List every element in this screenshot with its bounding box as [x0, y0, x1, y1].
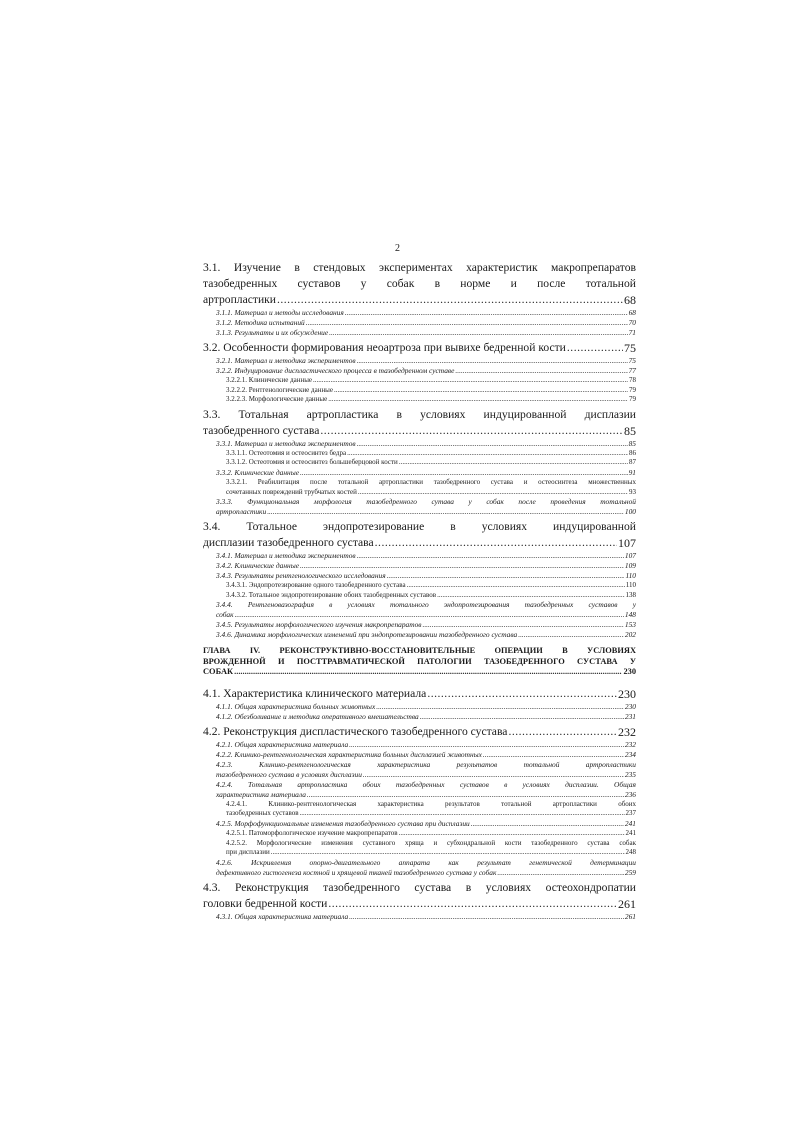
toc-page-number: 148 [624, 610, 636, 620]
dot-leader [422, 620, 623, 630]
toc-page-number: 68 [624, 293, 636, 307]
dot-leader [375, 535, 617, 551]
toc-entry [203, 581, 636, 591]
toc-entry [203, 858, 636, 878]
toc-entry-line: 4.3. Реконструкция тазобедренного сустава в условиях остеохондропатии [203, 880, 636, 894]
dot-leader [349, 912, 624, 922]
toc-page-number: 107 [624, 551, 636, 561]
toc-entry [203, 620, 636, 630]
toc-entry [203, 571, 636, 581]
toc-entry [203, 308, 636, 318]
toc-page-number: 77 [628, 366, 636, 375]
toc-entry [203, 600, 636, 620]
toc-entry-title: тазобедренных суставов [226, 809, 299, 818]
toc-entry-title: 3.2.2.3. Морфологические данные [226, 395, 328, 404]
toc-entry-line: ВРОЖДЕННОЙ И ПОСТТРАВМАТИЧЕСКОЙ ПАТОЛОГИИ ТАЗОБЕДРЕННОГО СУСТАВА У [203, 656, 636, 666]
dot-leader [497, 868, 624, 878]
toc-entry-title: 4.1.2. Обезболивание и методика оперативного вмешательства [216, 711, 419, 721]
toc-page-number: 234 [624, 749, 636, 759]
toc-entry-title: дефективного гистогенеза костной и хрящевой тканей тазобедренного сустава у собак [216, 867, 497, 877]
dot-leader [471, 819, 624, 829]
toc-entry [203, 760, 636, 780]
toc-page-number: 230 [623, 667, 636, 677]
dot-leader [328, 395, 628, 405]
toc-entry [203, 646, 636, 678]
toc-entry-title: 3.4.3. Результаты рентгенологического исследования [216, 571, 386, 581]
toc-entry-line: 3.3.2.1. Реабилитация после тотальной артропластики тазобедренного сустава и остеосинтеза множественных [226, 477, 636, 486]
toc-entry-title: 3.4.3.1. Эндопротезирование одного тазобедренного сустава [226, 581, 406, 590]
toc-entry [203, 260, 636, 308]
toc-entry [203, 340, 636, 356]
dot-leader [407, 581, 625, 591]
toc-entry [203, 750, 636, 760]
toc-page-number: 138 [625, 590, 636, 599]
dot-leader [357, 356, 628, 366]
toc-entry-title: 3.4.2. Клинические данные [216, 561, 299, 571]
toc-entry [203, 839, 636, 858]
toc-entry [203, 724, 636, 740]
toc-entry [203, 712, 636, 722]
toc-page-number: 235 [624, 769, 636, 779]
toc-page-number: 232 [624, 739, 636, 749]
toc-entry-title: 3.3.2. Клинические данные [216, 467, 299, 477]
dot-leader [345, 308, 628, 318]
toc-entry [203, 407, 636, 439]
toc-entry-title: 4.1. Характеристика клинического материала [203, 686, 427, 700]
toc-entry-title: 3.3.1.1. Остеотомия и остеосинтез бедра [226, 448, 347, 457]
toc-entry-line: 3.4. Тотальное эндопротезирование в условиях индуцированной [203, 520, 636, 534]
dot-leader [267, 507, 624, 517]
dot-leader [271, 848, 625, 858]
dot-leader [300, 809, 625, 819]
toc-entry [203, 468, 636, 478]
toc-entry-title: головки бедренной кости [203, 896, 328, 910]
toc-entry-line: 3.3. Тотальная артропластика в условиях индуцированной дисплазии [203, 407, 636, 421]
page-number: 2 [395, 243, 400, 254]
toc-entry [203, 800, 636, 819]
dot-leader [307, 790, 624, 800]
toc-entry [203, 561, 636, 571]
toc-page-number: 261 [624, 911, 636, 921]
toc-page-number: 91 [628, 467, 636, 477]
toc-entry [203, 386, 636, 396]
toc-page-number: 100 [624, 507, 636, 517]
toc-page-number: 110 [625, 571, 636, 581]
toc-page-number: 71 [628, 328, 636, 337]
dot-leader [235, 610, 624, 620]
toc-entry [203, 740, 636, 750]
toc-entry [203, 829, 636, 839]
toc-entry-line: 4.2.4. Тотальная артропластика обоих тазобедренных суставов в условиях дисплазии. Общая [216, 779, 636, 789]
toc-page-number: 68 [628, 308, 636, 317]
dot-leader [363, 770, 624, 780]
dot-leader [357, 551, 624, 561]
toc-page-number: 110 [625, 581, 636, 590]
toc-entry-title: 3.2.2.2. Рентгенологические данные [226, 385, 333, 394]
toc-entry [203, 376, 636, 386]
dot-leader [376, 702, 624, 712]
toc-entry-title: 4.2.2. Клинико-рентгенологическая характеристика больных дисплазией животных [216, 749, 482, 759]
toc-entry-title: артропластики [216, 507, 267, 517]
toc-page-number: 78 [629, 376, 636, 384]
toc-entry-title: 3.4.6. Динамика морфологических изменений при эндопротезировании тазобедренного сустава [216, 630, 518, 640]
toc-entry-title: 4.1.1. Общая характеристика больных животных [216, 701, 376, 711]
toc-entry-title: собак [216, 610, 234, 620]
toc-entry [203, 458, 636, 468]
dot-leader [399, 829, 625, 839]
toc-entry [203, 702, 636, 712]
toc-entry-title: 4.2. Реконструкция диспластического тазобедренного сустава [203, 724, 508, 738]
toc-page-number: 70 [628, 318, 636, 327]
toc-entry [203, 439, 636, 449]
toc-page-number: 75 [628, 356, 636, 365]
toc-entry [203, 686, 636, 702]
toc-entry-title: сочетанных повреждений трубчатых костей [226, 487, 357, 496]
toc-entry [203, 912, 636, 922]
toc-entry [203, 497, 636, 517]
toc-entry-line: 4.2.5.2. Морфологические изменения суставного хряща и субхондральной кости тазобедренного сустава собак [226, 838, 636, 847]
toc-entry-title: СОБАК [203, 667, 234, 677]
toc-page-number: 241 [625, 829, 636, 838]
toc-page-number: 93 [629, 487, 636, 496]
toc-entry-title: 3.2.1. Материал и методика экспериментов [216, 356, 356, 365]
toc-page-number: 230 [618, 686, 636, 701]
dot-leader [455, 366, 627, 376]
toc-page-number: 237 [625, 809, 636, 818]
toc-entry-line: 3.4.4. Рентгеновазография в условиях тотального эндопротезирования тазобедренных суставов у [216, 600, 636, 610]
toc-entry [203, 328, 636, 338]
dot-leader [358, 488, 628, 498]
toc-page-number: 109 [624, 561, 636, 571]
toc-page-number: 153 [624, 620, 636, 630]
toc-page-number: 230 [624, 701, 636, 711]
toc-entry-title: 3.4.5. Результаты морфологического изучения макропрепаратов [216, 620, 422, 630]
dot-leader [357, 439, 628, 449]
dot-leader [328, 896, 617, 912]
toc-entry [203, 819, 636, 829]
toc-entry-title: тазобедренного сустава в условиях дисплазии [216, 769, 362, 779]
dot-leader [567, 340, 623, 356]
toc-entry-title: тазобедренного сустава [203, 423, 320, 437]
dot-leader [300, 561, 624, 571]
toc-entry [203, 449, 636, 459]
toc-entry-title: 3.1.3. Результаты и их обсуждение [216, 328, 329, 337]
dot-leader [234, 667, 622, 678]
toc-page-number: 85 [628, 438, 636, 448]
dot-leader [347, 449, 628, 459]
dot-leader [483, 750, 624, 760]
toc-page-number: 107 [618, 536, 636, 551]
toc-entry [203, 780, 636, 800]
toc-entry-title: артропластики [203, 293, 276, 306]
toc-page-number: 241 [624, 819, 636, 829]
toc-page-number: 75 [624, 341, 636, 355]
toc-entry-title: характеристика материала [216, 789, 306, 799]
toc-entry [203, 519, 636, 551]
dot-leader [518, 630, 624, 640]
dot-leader [508, 724, 617, 740]
dot-leader [387, 571, 625, 581]
toc-entry-title: при дисплазии [226, 848, 270, 857]
toc-page-number: 79 [629, 385, 636, 394]
toc-entry [203, 880, 636, 912]
dot-leader [427, 686, 617, 702]
toc-page-number: 259 [624, 867, 636, 877]
toc-page-number: 79 [629, 395, 636, 404]
dot-leader [306, 318, 628, 328]
toc-entry-line: 4.2.3. Клинико-рентгенологическая характеристика результатов тотальной артропластики [216, 759, 636, 769]
toc-entry-line: 3.1. Изучение в стендовых экспериментах характеристик макропрепаратов [203, 261, 636, 274]
toc-entry-title: 3.1.2. Методика испытаний [216, 318, 305, 327]
dot-leader [399, 458, 628, 468]
toc-page-number: 202 [624, 630, 636, 640]
toc-entry-title: 3.4.3.2. Тотальное эндопротезирование обоих тазобедренных суставов [226, 590, 437, 599]
toc-entry [203, 630, 636, 640]
toc-page-number: 232 [618, 724, 636, 739]
toc-entry [203, 356, 636, 366]
dot-leader [349, 740, 624, 750]
toc-entry-title: 3.1.1. Материал и методы исследования [216, 308, 344, 317]
toc-entry-line: 3.3.3. Функциональная морфология тазобедренного сутава у собак после проведения тотальной [216, 497, 636, 507]
toc-page-number: 236 [624, 789, 636, 799]
toc-entry-title: дисплазии тазобедренного сустава [203, 536, 374, 550]
dot-leader [320, 423, 623, 439]
toc-entry-title: 3.3.1.2. Остеотомия и остеосинтез большеберцовой кости [226, 458, 398, 467]
toc-entry [203, 478, 636, 497]
toc-page-number: 86 [629, 448, 636, 457]
toc-page-number: 248 [625, 848, 636, 857]
toc-entry-title: 3.3.1. Материал и методика экспериментов [216, 438, 356, 448]
toc-entry [203, 395, 636, 405]
dot-leader [300, 468, 628, 478]
toc-page-number: 87 [629, 458, 636, 467]
toc-page-number: 261 [618, 896, 636, 911]
toc-entry-line: 4.2.6. Искривления опорно-двигательного аппарата как результат генетической детерминации [216, 857, 636, 867]
toc-entry-title: 4.2.5. Морфофункциональные изменения тазобедренного сустава при дисплазии [216, 819, 470, 829]
toc-entry-title: 4.2.1. Общая характеристика материала [216, 739, 349, 749]
toc-entry [203, 551, 636, 561]
toc-entry-title: 3.2. Особенности формирования неоартроза при вывихе бедренной кости [203, 341, 566, 354]
dot-leader [313, 376, 628, 386]
toc-entry [203, 366, 636, 376]
toc-page-number: 85 [624, 423, 636, 438]
toc-entry-title: 3.4.1. Материал и методика экспериментов [216, 551, 356, 561]
dot-leader [420, 712, 624, 722]
dot-leader [329, 328, 627, 338]
toc-entry [203, 318, 636, 328]
toc-entry-title: 4.3.1. Общая характеристика материала [216, 911, 349, 921]
toc-entry [203, 591, 636, 601]
toc-entry-line: 4.2.4.1. Клинико-рентгенологическая характеристика результатов тотальной артропластики обоих [226, 799, 636, 808]
toc-entry-title: 4.2.5.1. Патоморфологическое изучение макропрепаратов [226, 829, 398, 838]
table-of-contents [203, 260, 636, 922]
dot-leader [437, 591, 624, 601]
toc-entry-title: 3.2.2. Индуцирование диспластического процесса в тазобедренном суставе [216, 366, 455, 375]
toc-entry-line: тазобедренных суставов у собак в норме и после тотальной [203, 277, 636, 290]
dot-leader [334, 386, 628, 396]
toc-entry-title: 3.2.2.1. Клинические данные [226, 376, 313, 384]
dot-leader [277, 292, 623, 308]
toc-entry-line: ГЛАВА IV. РЕКОНСТРУКТИВНО-ВОССТАНОВИТЕЛЬНЫЕ ОПЕРАЦИИ В УСЛОВИЯХ [203, 646, 636, 656]
toc-page-number: 231 [624, 711, 636, 721]
